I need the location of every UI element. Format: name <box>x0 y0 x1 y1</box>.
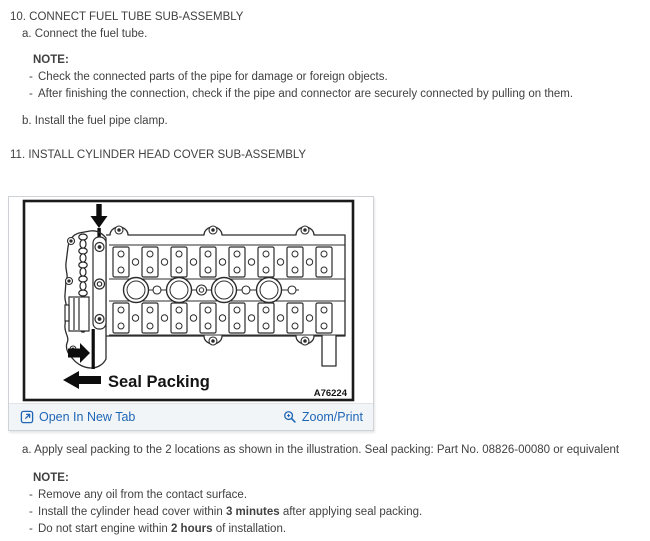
tensioner-block <box>65 297 89 331</box>
open-in-new-tab-icon <box>20 410 34 424</box>
seal-packing-label: Seal Packing <box>108 373 210 391</box>
note-text-post: after applying seal packing. <box>279 506 423 518</box>
open-in-new-tab-label: Open In New Tab <box>39 410 136 424</box>
step-11-note-2 <box>29 505 422 519</box>
bullet-dash: - <box>29 88 33 100</box>
zoom-print-link[interactable] <box>283 410 363 424</box>
figure-card <box>8 196 374 431</box>
step-10-note-1 <box>29 70 388 84</box>
note-text: Install the cylinder head cover within <box>38 506 226 518</box>
engine-illustration <box>9 197 373 404</box>
bullet-dash: - <box>29 506 33 518</box>
step-10-item-a: a. Connect the fuel tube. <box>22 28 148 40</box>
chain-guide-rail <box>93 237 106 329</box>
step-10-note-label: NOTE: <box>33 54 69 66</box>
bullet-dash: - <box>29 489 33 501</box>
zoom-print-label: Zoom/Print <box>301 410 363 424</box>
bullet-dash: - <box>29 523 33 535</box>
step-10-item-b: b. Install the fuel pipe clamp. <box>22 115 168 127</box>
seal-bead-mark <box>92 329 95 369</box>
note-bold: 2 hours <box>170 523 213 535</box>
step-10-heading: 10. CONNECT FUEL TUBE SUB-ASSEMBLY <box>10 11 244 23</box>
figure-code: A76224 <box>313 388 347 399</box>
note-text: Remove any oil from the contact surface. <box>38 489 248 501</box>
note-bold: 3 minutes <box>225 506 280 518</box>
open-in-new-tab-link[interactable] <box>20 410 135 424</box>
step-11-note-label: NOTE: <box>33 472 69 484</box>
note-text: Check the connected parts of the pipe for damage or foreign objects. <box>38 71 388 83</box>
bullet-dash: - <box>29 71 33 83</box>
note-text: After finishing the connection, check if the pipe and connector are securely connected by pulling on them. <box>38 88 574 100</box>
step-11-note-1 <box>29 488 247 502</box>
step-11-note-3 <box>29 522 286 536</box>
note-text-post: of installation. <box>212 523 287 535</box>
figure-toolbar <box>9 403 373 430</box>
note-text: Do not start engine within <box>38 523 171 535</box>
figure-canvas <box>9 197 373 404</box>
step-11-item-a: a. Apply seal packing to the 2 locations as shown in the illustration. Seal packing: Part No. 08826-00080 or equivalent <box>22 444 620 456</box>
step-11-heading: 11. INSTALL CYLINDER HEAD COVER SUB-ASSEMBLY <box>10 149 307 161</box>
step-10-note-2 <box>29 87 573 101</box>
zoom-icon <box>283 410 297 424</box>
